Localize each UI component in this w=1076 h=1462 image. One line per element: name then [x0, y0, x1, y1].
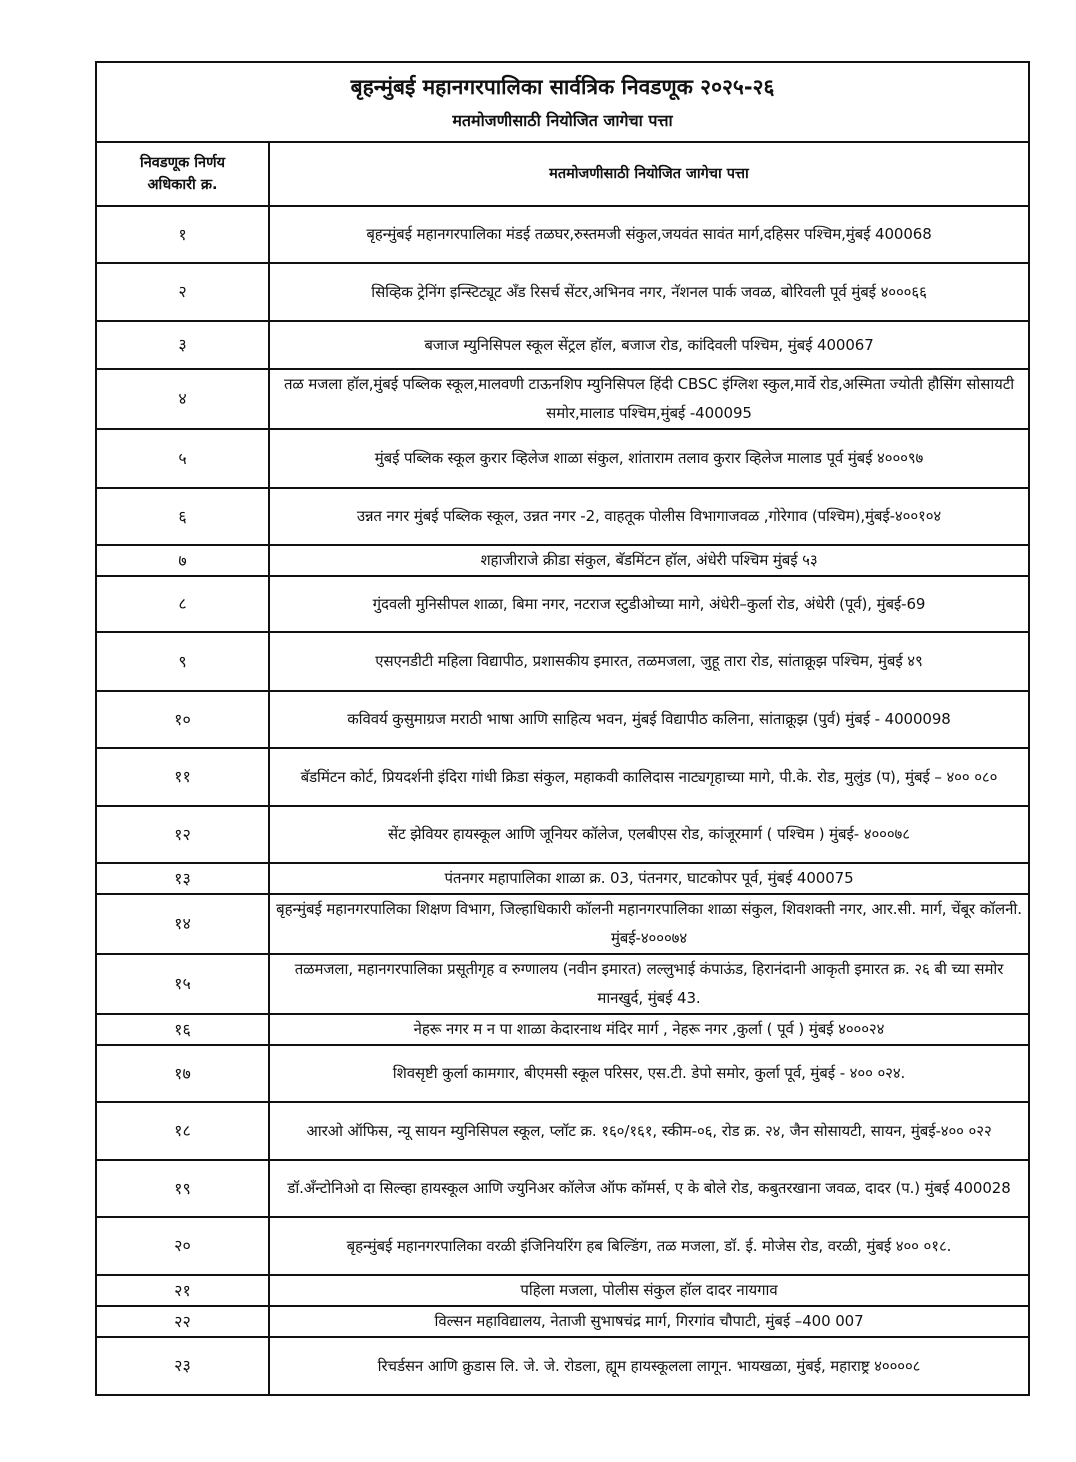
venue-address: उन्नत नगर मुंबई पब्लिक स्कूल, उन्नत नगर -2, वाहतूक पोलीस विभागाजवळ ,गोरेगाव (पश्चिम),मुंबई-४००१०४ — [269, 488, 1029, 545]
venue-address: सेंट झेवियर हायस्कूल आणि जूनियर कॉलेज, एलबीएस रोड, कांजूरमार्ग ( पश्चिम ) मुंबई- ४०००७८ — [269, 806, 1029, 863]
venue-address: तळ मजला हॉल,मुंबई पब्लिक स्कूल,मालवणी टाऊनशिप म्युनिसिपल हिंदी CBSC इंग्लिश स्कुल,मार्वे रोड,अस्मिता ज्योती हौसिंग सोसायटी समोर,मालाड पश्चिम,मुंबई -400095 — [269, 369, 1029, 429]
title-cell — [96, 62, 1029, 142]
venue-address: बजाज म्युनिसिपल स्कूल सेंट्रल हॉल, बजाज रोड, कांदिवली पश्चिम, मुंबई 400067 — [269, 321, 1029, 369]
venue-address: रिचर्डसन आणि क्रुडास लि. जे. जे. रोडला, ह्यूम हायस्कूलला लागून. भायखळा, मुंबई, महाराष्ट्र ४००००८ — [269, 1337, 1029, 1395]
table-row — [96, 1045, 1029, 1102]
officer-number: ९ — [96, 632, 269, 691]
venue-address: बृहन्मुंबई महानगरपालिका शिक्षण विभाग, जिल्हाधिकारी कॉलनी महानगरपालिका शाळा संकुल, शिवशक्ती नगर, आर.सी. मार्ग, चेंबूर कॉलनी. मुंबई-४०००७४ — [269, 894, 1029, 954]
officer-number: १५ — [96, 954, 269, 1014]
officer-number: २१ — [96, 1275, 269, 1306]
table-row — [96, 321, 1029, 369]
officer-number: १२ — [96, 806, 269, 863]
table-row — [96, 263, 1029, 321]
table-row — [96, 369, 1029, 429]
venue-address: गुंदवली मुनिसीपल शाळा, बिमा नगर, नटराज स्टुडीओच्या मागे, अंधेरी–कुर्ला रोड, अंधेरी (पूर्व), मुंबई-69 — [269, 576, 1029, 632]
officer-number: १९ — [96, 1160, 269, 1217]
venue-address: डॉ.अँन्टोनिओ दा सिल्व्हा हायस्कूल आणि ज्युनिअर कॉलेज ऑफ कॉमर्स, ए के बोले रोड, कबुतरखाना जवळ, दादर (प.) मुंबई 400028 — [269, 1160, 1029, 1217]
table-row — [96, 488, 1029, 545]
officer-number: ३ — [96, 321, 269, 369]
table-row — [96, 748, 1029, 806]
officer-number: २ — [96, 263, 269, 321]
officer-number: १७ — [96, 1045, 269, 1102]
table-row — [96, 806, 1029, 863]
venue-address: एसएनडीटी महिला विद्यापीठ, प्रशासकीय इमारत, तळमजला, जुहू तारा रोड, सांताक्रूझ पश्चिम, मुंबई ४९ — [269, 632, 1029, 691]
officer-number: १३ — [96, 863, 269, 894]
table-row — [96, 632, 1029, 691]
title-row — [96, 62, 1029, 142]
table-row — [96, 1275, 1029, 1306]
venue-address: पंतनगर महापालिका शाळा क्र. 03, पंतनगर, घाटकोपर पूर्व, मुंबई 400075 — [269, 863, 1029, 894]
column-header-officer-no-line2: अधिकारी क्र. — [147, 177, 218, 193]
venue-address: विल्सन महाविद्यालय, नेताजी सुभाषचंद्र मार्ग, गिरगांव चौपाटी, मुंबई –400 007 — [269, 1306, 1029, 1337]
table-row — [96, 1337, 1029, 1395]
table-row — [96, 863, 1029, 894]
venue-address: सिव्हिक ट्रेनिंग इन्स्टिट्यूट अँड रिसर्च सेंटर,अभिनव नगर, नॅशनल पार्क जवळ, बोरिवली पूर्व मुंबई ४०००६६ — [269, 263, 1029, 321]
table-row — [96, 429, 1029, 488]
column-header-address: मतमोजणीसाठी नियोजित जागेचा पत्ता — [269, 142, 1029, 206]
counting-venues-table — [95, 61, 1030, 1396]
officer-number: १६ — [96, 1014, 269, 1045]
officer-number: १४ — [96, 894, 269, 954]
column-header-officer-no-line1: निवडणूक निर्णय — [140, 155, 225, 171]
table-row — [96, 1014, 1029, 1045]
venue-address: बृहन्मुंबई महानगरपालिका वरळी इंजिनियरिंग हब बिल्डिंग, तळ मजला, डॉ. ई. मोजेस रोड, वरळी, मुंबई ४०० ०१८. — [269, 1217, 1029, 1275]
officer-number: ६ — [96, 488, 269, 545]
officer-number: ११ — [96, 748, 269, 806]
officer-number: ७ — [96, 545, 269, 576]
venue-address: कविवर्य कुसुमाग्रज मराठी भाषा आणि साहित्य भवन, मुंबई विद्यापीठ कलिना, सांताक्रूझ (पुर्व) मुंबई - 4000098 — [269, 691, 1029, 748]
table-row — [96, 1160, 1029, 1217]
table-row — [96, 206, 1029, 263]
officer-number: २० — [96, 1217, 269, 1275]
table-row — [96, 894, 1029, 954]
venue-address: मुंबई पब्लिक स्कूल कुरार व्हिलेज शाळा संकुल, शांताराम तलाव कुरार व्हिलेज मालाड पूर्व मुंबई ४०००९७ — [269, 429, 1029, 488]
officer-number: १० — [96, 691, 269, 748]
table-row — [96, 691, 1029, 748]
table-row — [96, 1102, 1029, 1160]
table-row — [96, 576, 1029, 632]
venue-address: पहिला मजला, पोलीस संकुल हॉल दादर नायगाव — [269, 1275, 1029, 1306]
venue-address: शहाजीराजे क्रीडा संकुल, बॅडमिंटन हॉल, अंधेरी पश्चिम मुंबई ५३ — [269, 545, 1029, 576]
document-subtitle: मतमोजणीसाठी नियोजित जागेचा पत्ता — [452, 111, 673, 130]
table-row — [96, 954, 1029, 1014]
table-row — [96, 545, 1029, 576]
venue-address: शिवसृष्टी कुर्ला कामगार, बीएमसी स्कूल परिसर, एस.टी. डेपो समोर, कुर्ला पूर्व, मुंबई - ४०० ०२४. — [269, 1045, 1029, 1102]
table-row — [96, 1217, 1029, 1275]
officer-number: ८ — [96, 576, 269, 632]
venue-address: नेहरू नगर म न पा शाळा केदारनाथ मंदिर मार्ग , नेहरू नगर ,कुर्ला ( पूर्व ) मुंबई ४०००२४ — [269, 1014, 1029, 1045]
venue-address: आरओ ऑफिस, न्यू सायन म्युनिसिपल स्कूल, प्लॉट क्र. १६०/१६१, स्कीम-०६, रोड क्र. २४, जैन सोसायटी, सायन, मुंबई-४०० ०२२ — [269, 1102, 1029, 1160]
officer-number: १ — [96, 206, 269, 263]
officer-number: १८ — [96, 1102, 269, 1160]
venue-address: बृहन्मुंबई महानगरपालिका मंडई तळघर,रुस्तमजी संकुल,जयवंत सावंत मार्ग,दहिसर पश्चिम,मुंबई 400068 — [269, 206, 1029, 263]
officer-number: २३ — [96, 1337, 269, 1395]
header-row — [96, 142, 1029, 206]
officer-number: २२ — [96, 1306, 269, 1337]
table-row — [96, 1306, 1029, 1337]
officer-number: ५ — [96, 429, 269, 488]
venue-address: बॅडमिंटन कोर्ट, प्रियदर्शनी इंदिरा गांधी क्रिडा संकुल, महाकवी कालिदास नाट्यगृहाच्या मागे, पी.के. रोड, मुलुंड (प), मुंबई – ४०० ०८० — [269, 748, 1029, 806]
officer-number: ४ — [96, 369, 269, 429]
document-title: बृहन्मुंबई महानगरपालिका सार्वत्रिक निवडणूक २०२५-२६ — [350, 75, 775, 99]
venue-address: तळमजला, महानगरपालिका प्रसूतीगृह व रुग्णालय (नवीन इमारत) लल्लुभाई कंपाऊंड, हिरानंदानी आकृती इमारत क्र. २६ बी च्या समोर मानखुर्द, मुंबई 43. — [269, 954, 1029, 1014]
column-header-officer-no — [96, 142, 269, 206]
